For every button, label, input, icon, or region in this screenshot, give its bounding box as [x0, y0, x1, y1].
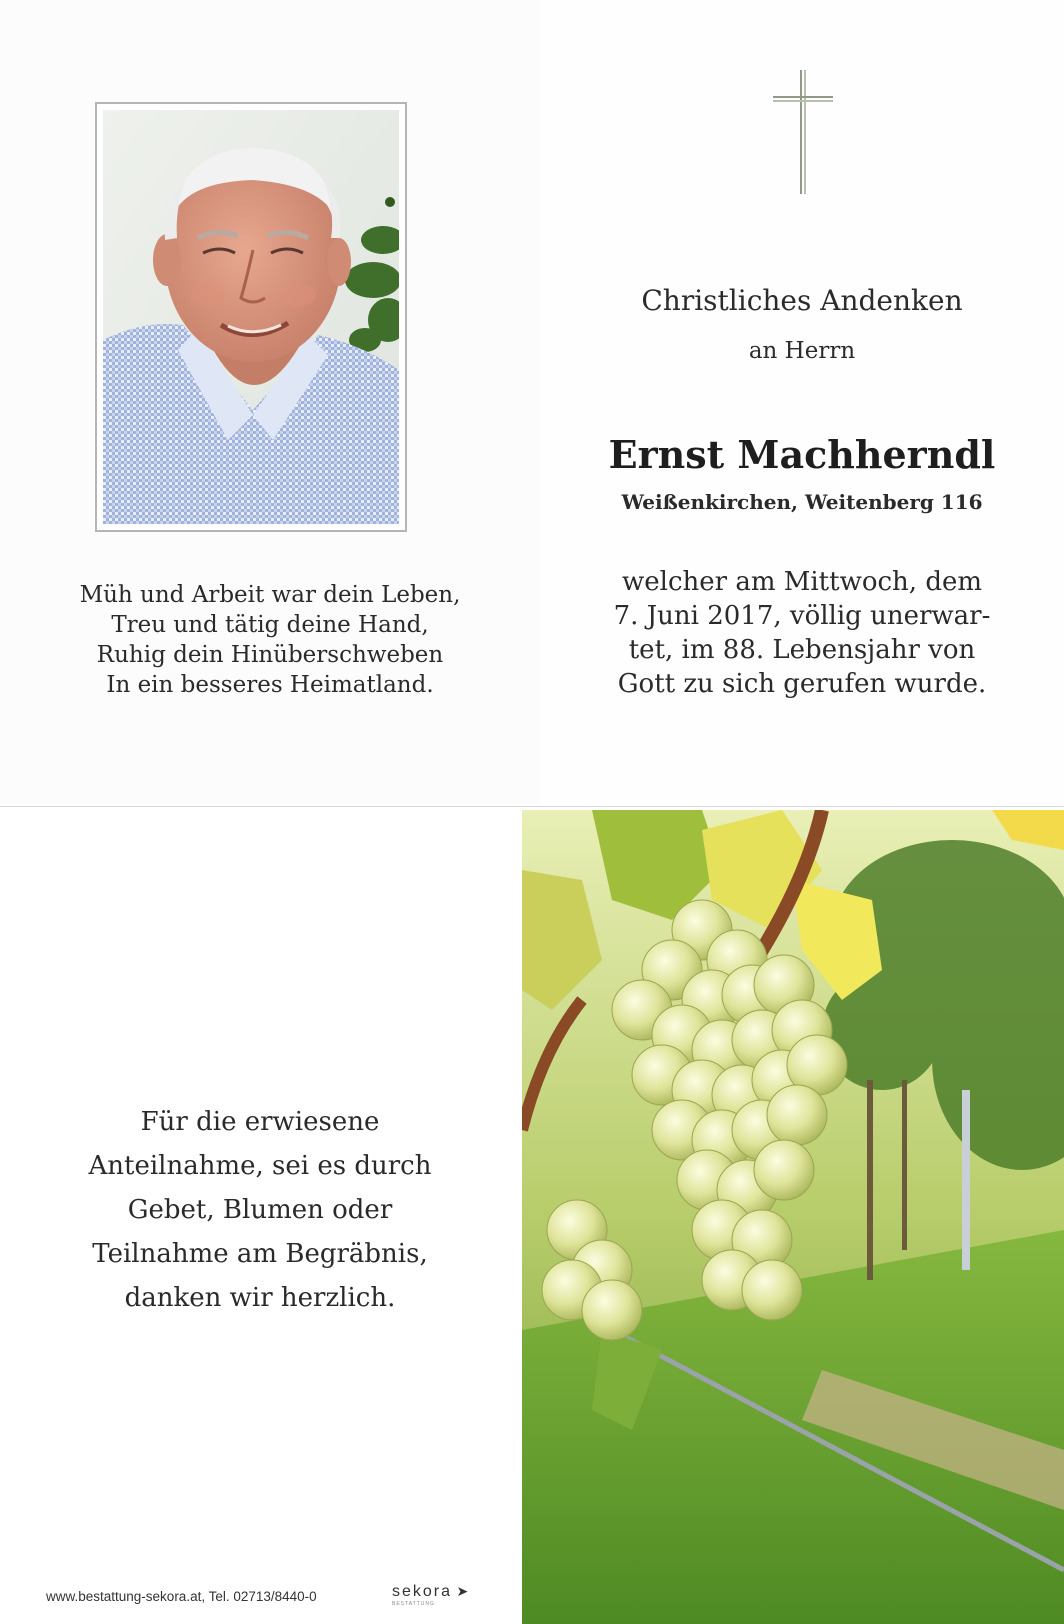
- grapes-image: [522, 810, 1064, 1624]
- footer-contact: www.bestattung-sekora.at, Tel. 02713/8440-0: [46, 1589, 317, 1604]
- sekora-logo: [392, 1583, 469, 1607]
- grape: [582, 1280, 642, 1340]
- fold-line: [0, 806, 1064, 807]
- portrait-photo: [103, 110, 399, 524]
- thanks-text: [20, 1100, 500, 1320]
- logo-text: sekora: [392, 1583, 453, 1600]
- grape: [754, 1140, 814, 1200]
- thanks-line: Anteilnahme, sei es durch: [88, 1151, 432, 1181]
- obituary-text: [540, 565, 1064, 701]
- poem-line: In ein besseres Heimatland.: [106, 672, 434, 698]
- obituary-line: welcher am Mittwoch, dem: [621, 567, 983, 597]
- obituary-line: Gott zu sich gerufen wurde.: [617, 669, 987, 699]
- grapes-photo: [522, 810, 1064, 1624]
- poem-line: Treu und tätig deine Hand,: [111, 612, 429, 638]
- poem: [20, 580, 520, 700]
- bird-icon: ➤: [456, 1583, 469, 1599]
- deceased-address: Weißenkirchen, Weitenberg 116: [621, 490, 983, 514]
- announcement: [540, 0, 1064, 805]
- poem-line: Müh und Arbeit war dein Leben,: [79, 582, 461, 608]
- thanks-line: danken wir herzlich.: [124, 1283, 396, 1313]
- poem-line: Ruhig dein Hinüberschweben: [96, 642, 444, 668]
- thanks-line: Gebet, Blumen oder: [127, 1195, 393, 1225]
- obituary-line: tet, im 88. Lebensjahr von: [628, 635, 976, 665]
- portrait-frame: [95, 102, 407, 532]
- thanks-line: Für die erwiesene: [140, 1107, 380, 1137]
- cross-icon: [771, 68, 835, 198]
- grape: [742, 1260, 802, 1320]
- logo-subtitle: BESTATTUNG: [392, 1601, 435, 1607]
- obituary-line: 7. Juni 2017, völlig unerwar-: [613, 601, 991, 631]
- grape: [767, 1085, 827, 1145]
- heading: Christliches Andenken: [641, 284, 963, 317]
- deceased-name: Ernst Machherndl: [608, 432, 996, 477]
- subheading: an Herrn: [748, 338, 856, 364]
- thanks-line: Teilnahme am Begräbnis,: [92, 1239, 428, 1269]
